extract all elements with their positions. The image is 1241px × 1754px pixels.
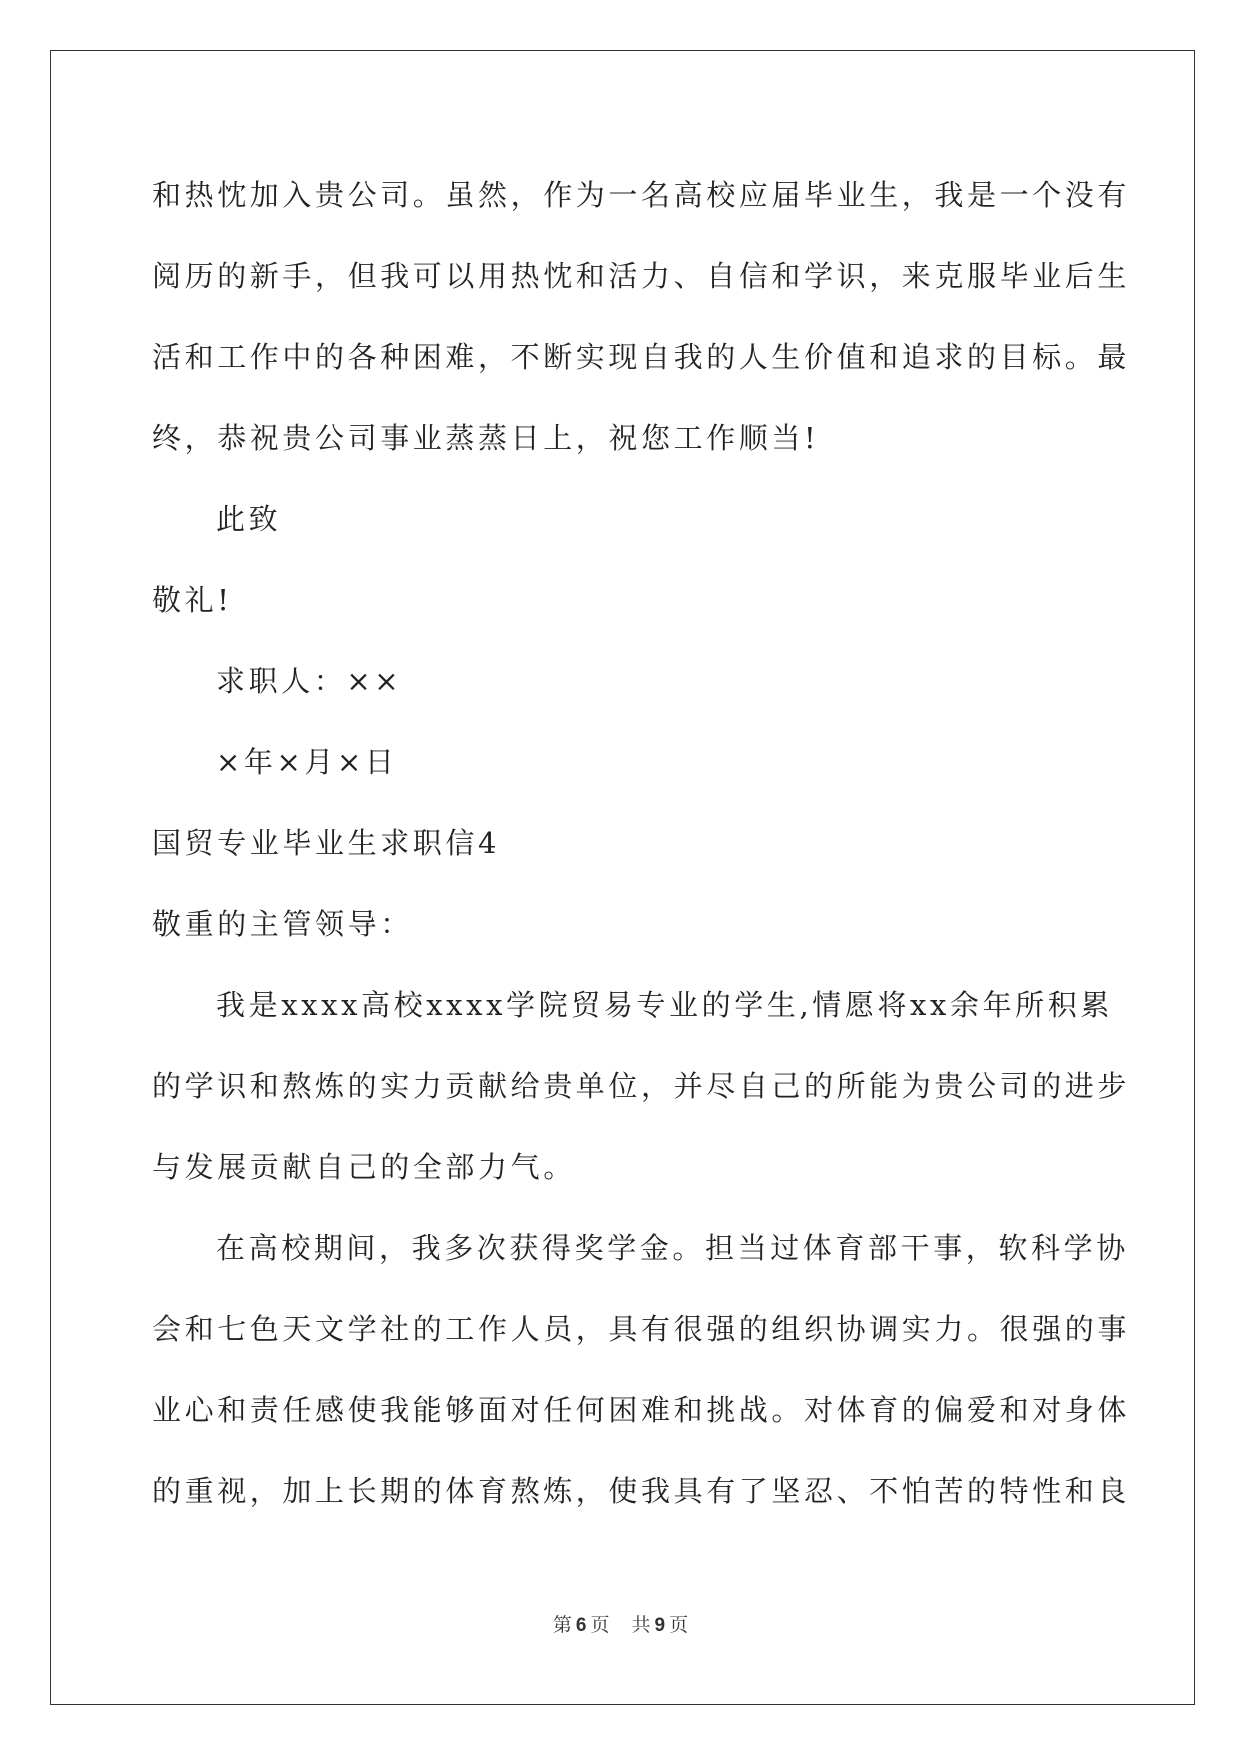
footer-total-suffix: 页 — [669, 1614, 689, 1636]
footer-total-prefix: 共 — [631, 1614, 651, 1636]
paragraph-2-line-3: 业心和责任感使我能够面对任何困难和挑战。对体育的偏爱和对身体 — [152, 1393, 1131, 1427]
paragraph-2-line-1: 在高校期间，我多次获得奖学金。担当过体育部干事，软科学协 — [216, 1231, 1129, 1265]
letter-date: ×年×月×日 — [216, 745, 398, 779]
total-pages-number: 9 — [654, 1615, 666, 1636]
footer-page-suffix: 页 — [590, 1614, 610, 1636]
section-title: 国贸专业毕业生求职信4 — [152, 826, 501, 860]
text-line-4: 终，恭祝贵公司事业蒸蒸日上，祝您工作顺当! — [152, 421, 820, 455]
paragraph-2-line-4: 的重视，加上长期的体育熬炼，使我具有了坚忍、不怕苦的特性和良 — [152, 1474, 1131, 1508]
closing-salutation: 此致 — [216, 502, 282, 536]
paragraph-1-line-3: 与发展贡献自己的全部力气。 — [152, 1150, 576, 1184]
current-page-number: 6 — [575, 1615, 587, 1636]
footer-prefix: 第 — [552, 1614, 572, 1636]
greeting: 敬重的主管领导： — [152, 907, 413, 941]
text-line-2: 阅历的新手，但我可以用热忱和活力、自信和学识，来克服毕业后生 — [152, 259, 1131, 293]
page-footer — [0, 1610, 1241, 1637]
paragraph-2-line-2: 会和七色天文学社的工作人员，具有很强的组织协调实力。很强的事 — [152, 1312, 1131, 1346]
letter-body — [152, 155, 1131, 1532]
paragraph-1-line-1: 我是xxxx高校xxxx学院贸易专业的学生,情愿将xx余年所积累 — [216, 988, 1113, 1022]
text-line-1: 和热忱加入贵公司。虽然，作为一名高校应届毕业生，我是一个没有 — [152, 178, 1131, 212]
paragraph-1-line-2: 的学识和熬炼的实力贡献给贵单位，并尽自己的所能为贵公司的进步 — [152, 1069, 1131, 1103]
text-line-3: 活和工作中的各种困难，不断实现自我的人生价值和追求的目标。最 — [152, 340, 1131, 374]
applicant-signature: 求职人：×× — [216, 664, 403, 698]
closing-respect: 敬礼! — [152, 583, 233, 617]
